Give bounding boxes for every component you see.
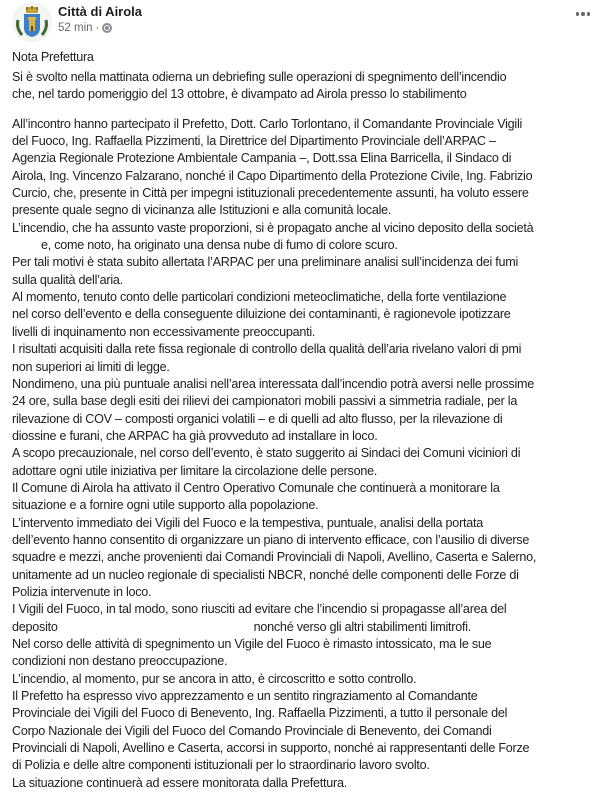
text-line: dell’evento hanno consentito di organizzare un piano di intervento efficace, con l’ausilio di diverse [12,532,530,547]
globe-icon [102,23,112,33]
text-line: I risultati acquisiti dalla rete fissa regionale di controllo della qualità dell’aria rivelano valori di pmi [12,342,522,357]
text-line: L’intervento immediato dei Vigili del Fuoco e la tempestiva, puntuale, analisi della portata [12,515,484,530]
text-line: Curcio, che, presente in Città per impegni istituzionali precedentemente assunti, ha voluto essere [12,186,529,201]
text-line: A scopo precauzionale, nel corso dell’evento, è stato suggerito ai Sindaci dei Comuni viciniori di [12,446,521,461]
text-fragment: nonché verso gli altri stabilimenti limitrofi. [253,619,471,634]
text-fragment: deposito [12,619,58,634]
text-line: livelli di inquinamento non eccessivamente preoccupanti. [12,324,316,339]
page-name-link[interactable]: Città di Airola [58,4,143,19]
text-line: Polizia intervenute in loco. [12,584,152,599]
text-line: La situazione continuerà ad essere monitorata dalla Prefettura. [12,775,347,790]
text-line: Provinciali di Napoli, Avellino e Caserta, accorsi in supporto, nonché ai rappresentanti delle Forze [12,741,530,756]
post-meta [58,22,112,34]
text-line: diossine e furani, che ARPAC ha già provveduto ad installare in loco. [12,428,378,443]
text-line: situazione e a fornire ogni utile supporto alla popolazione. [12,498,319,513]
ellipsis-dot [581,12,585,16]
page-avatar[interactable] [12,2,52,42]
text-line: L’incendio, al momento, pur se ancora in atto, è circoscritto e sotto controllo. [12,671,417,686]
text-line: del Fuoco, Ing. Raffaella Pizzimenti, la Direttrice del Dipartimento Provinciale dell’ARPAC – [12,134,496,149]
coat-of-arms-icon [12,2,52,42]
text-line: sulla qualità dell’aria. [12,272,123,287]
text-line: rilevazione di COV – composti organici volatili – e di quelli ad alto flusso, per la rilevazione di [12,411,503,426]
ellipsis-dot [587,12,591,16]
text-line: Il Prefetto ha espresso vivo apprezzamento e un sentito ringraziamento al Comandante [12,689,478,704]
text-line: nel corso dell’evento e della conseguente diluizione dei contaminanti, è ragionevole ipotizzare [12,307,511,322]
text-line: L’incendio, che ha assunto vaste proporzioni, si è propagato anche al vicino deposito della società [12,220,534,235]
text-line: unitamente ad un nucleo regionale di specialisti NBCR, nonché delle componenti delle Forze di [12,567,519,582]
text-line: Airola, Ing. Vincenzo Falzarano, nonché il Capo Dipartimento della Protezione Civile, Ing. Fabrizio [12,168,533,183]
text-line: e, come noto, ha originato una densa nube di fumo di colore scuro. [41,238,398,253]
text-line: adottare ogni utile iniziativa per limitare la circolazione delle persone. [12,463,378,478]
text-line: che, nel tardo pomeriggio del 13 ottobre, è divampato ad Airola presso lo stabilimento [12,87,467,102]
text-line: Il Comune di Airola ha attivato il Centro Operativo Comunale che continuerà a monitorare la [12,480,500,495]
post-time[interactable]: 52 min [58,22,93,34]
text-line: All’incontro hanno partecipato il Prefetto, Dott. Carlo Torlontano, il Comandante Provinciale Vigili [12,116,523,131]
post-body [12,46,604,792]
text-line: Nel corso delle attività di spegnimento un Vigile del Fuoco è rimasto intossicato, ma le sue [12,637,492,651]
post-intro [12,69,604,104]
text-line: Agenzia Regionale Protezione Ambientale Campania –, Dott.ssa Elina Barricella, il Sindaco di [12,151,512,166]
text-line: Nondimeno, una più puntuale analisi nell’area interessata dall’incendio potrà aversi nelle prossime [12,376,535,391]
post-header [0,0,612,44]
text-line: presente quale segno di vicinanza alle Istituzioni e alla comunità locale. [12,203,392,218]
post-paragraphs [12,116,604,619]
text-line: squadre e mezzi, anche provenienti dai Comandi Provinciali di Napoli, Avellino, Caserta e Salerno, [12,550,537,565]
text-line: Si è svolto nella mattinata odierna un debriefing sulle operazioni di spegnimento dell’incendio [12,70,507,84]
text-line: condizioni non destano preoccupazione. [12,654,228,669]
post-title: Nota Prefettura [12,50,94,64]
text-line: Per tali motivi è stata subito allertata l’ARPAC per una preliminare analisi sull’incidenza dei fumi [12,255,519,270]
text-line: Al momento, tenuto conto delle particolari condizioni meteoclimatiche, della forte ventilazione [12,290,507,305]
text-line: di Polizia e delle altre componenti istituzionali per lo straordinario lavoro svolto. [12,758,430,773]
text-line: Corpo Nazionale dei Vigili del Fuoco del Comando Provinciale di Benevento, dei Comandi [12,723,492,738]
post-paragraphs-end [12,636,604,792]
more-options-button[interactable] [576,12,591,16]
text-line: I Vigili del Fuoco, in tal modo, sono riusciti ad evitare che l’incendio si propagasse all’area del [12,602,507,617]
meta-separator: · [95,22,100,34]
text-line: 24 ore, sulla base degli esiti dei rilievi dei campionatori mobili passivi a simmetria radiale, per la [12,394,518,409]
text-line-deposito [12,619,604,636]
text-line: non superiori ai limiti di legge. [12,359,170,374]
ellipsis-icon [576,12,580,16]
text-line: Provinciale dei Vigili del Fuoco di Benevento, Ing. Raffaella Pizzimenti, a tutto il personale del [12,706,508,721]
